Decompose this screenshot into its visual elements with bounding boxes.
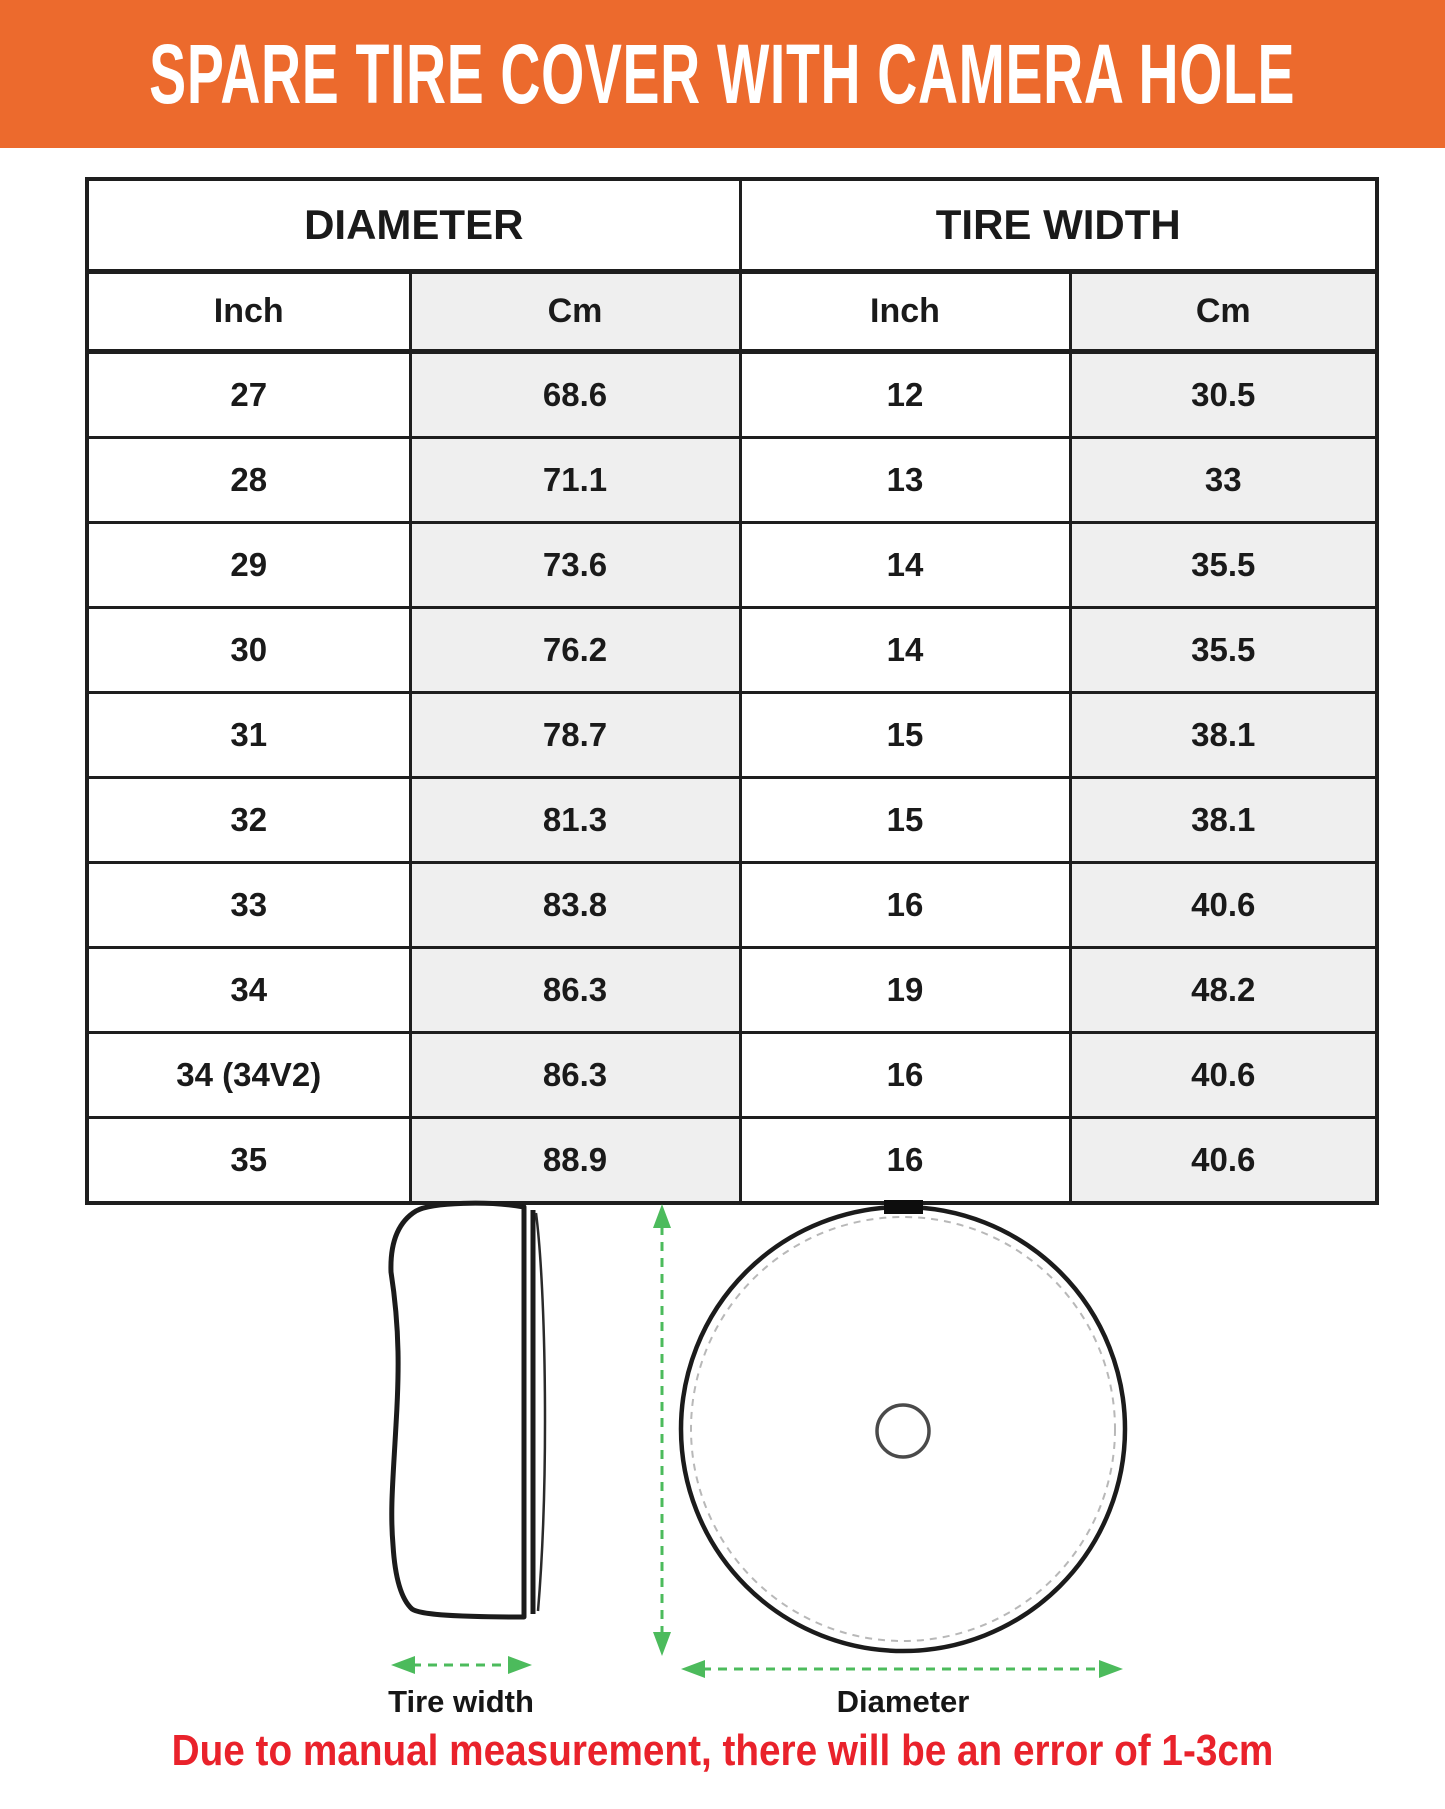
header-banner [0, 0, 1445, 148]
tire-width-label: Tire width [388, 1684, 534, 1719]
table-cell-diameter_inch: 27 [87, 352, 410, 438]
table-row [87, 778, 1377, 863]
diameter-horizontal-arrow [681, 1660, 1123, 1678]
table-cell-diameter_cm: 73.6 [410, 523, 740, 608]
size-table-body [87, 352, 1377, 1204]
column-group-tire-width: TIRE WIDTH [740, 179, 1377, 272]
table-cell-diameter_cm: 86.3 [410, 948, 740, 1033]
table-cell-width_inch: 19 [740, 948, 1070, 1033]
subheader-width-cm: Cm [1070, 272, 1377, 352]
tire-width-arrow [391, 1656, 532, 1674]
table-cell-width_inch: 14 [740, 608, 1070, 693]
table-cell-width_cm: 40.6 [1070, 1033, 1377, 1118]
table-cell-diameter_cm: 71.1 [410, 438, 740, 523]
table-row [87, 1033, 1377, 1118]
table-cell-width_cm: 33 [1070, 438, 1377, 523]
table-cell-width_cm: 30.5 [1070, 352, 1377, 438]
table-cell-diameter_cm: 86.3 [410, 1033, 740, 1118]
table-cell-diameter_inch: 30 [87, 608, 410, 693]
table-cell-diameter_cm: 81.3 [410, 778, 740, 863]
table-cell-width_inch: 15 [740, 693, 1070, 778]
tire-front-view [681, 1200, 1125, 1651]
table-cell-diameter_inch: 31 [87, 693, 410, 778]
table-cell-width_cm: 38.1 [1070, 693, 1377, 778]
table-row [87, 438, 1377, 523]
table-cell-diameter_inch: 28 [87, 438, 410, 523]
table-cell-diameter_inch: 32 [87, 778, 410, 863]
table-row [87, 863, 1377, 948]
table-cell-width_cm: 48.2 [1070, 948, 1377, 1033]
measurement-note: Due to manual measurement, there will be an error of 1-3cm [171, 1726, 1274, 1775]
page-title: SPARE TIRE COVER WITH CAMERA HOLE [149, 26, 1296, 121]
subheader-diameter-cm: Cm [410, 272, 740, 352]
table-cell-width_inch: 16 [740, 1118, 1070, 1204]
table-cell-diameter_inch: 35 [87, 1118, 410, 1204]
diameter-label: Diameter [836, 1684, 970, 1719]
table-cell-width_cm: 35.5 [1070, 523, 1377, 608]
table-cell-width_cm: 40.6 [1070, 1118, 1377, 1204]
table-cell-diameter_cm: 83.8 [410, 863, 740, 948]
subheader-width-inch: Inch [740, 272, 1070, 352]
table-cell-diameter_inch: 34 (34V2) [87, 1033, 410, 1118]
table-cell-width_inch: 15 [740, 778, 1070, 863]
table-row [87, 608, 1377, 693]
table-cell-width_inch: 13 [740, 438, 1070, 523]
table-cell-diameter_inch: 34 [87, 948, 410, 1033]
table-row [87, 523, 1377, 608]
table-cell-width_cm: 38.1 [1070, 778, 1377, 863]
table-row [87, 693, 1377, 778]
subheader-row [87, 272, 1377, 352]
table-cell-width_cm: 35.5 [1070, 608, 1377, 693]
diameter-vertical-arrow [653, 1204, 671, 1656]
table-cell-width_cm: 40.6 [1070, 863, 1377, 948]
camera-hole [877, 1405, 929, 1457]
table-cell-width_inch: 12 [740, 352, 1070, 438]
subheader-diameter-inch: Inch [87, 272, 410, 352]
table-cell-diameter_inch: 33 [87, 863, 410, 948]
table-cell-width_inch: 14 [740, 523, 1070, 608]
size-chart-table [85, 177, 1379, 1205]
table-cell-diameter_cm: 78.7 [410, 693, 740, 778]
table-cell-diameter_cm: 88.9 [410, 1118, 740, 1204]
table-cell-width_inch: 16 [740, 863, 1070, 948]
tire-diagram [0, 1180, 1445, 1740]
table-row [87, 948, 1377, 1033]
table-cell-diameter_cm: 68.6 [410, 352, 740, 438]
table-row [87, 352, 1377, 438]
table-cell-diameter_inch: 29 [87, 523, 410, 608]
table-cell-width_inch: 16 [740, 1033, 1070, 1118]
table-cell-diameter_cm: 76.2 [410, 608, 740, 693]
tire-side-view [391, 1203, 545, 1617]
top-strap-mark [884, 1200, 923, 1214]
column-group-diameter: DIAMETER [87, 179, 740, 272]
column-group-row [87, 179, 1377, 272]
